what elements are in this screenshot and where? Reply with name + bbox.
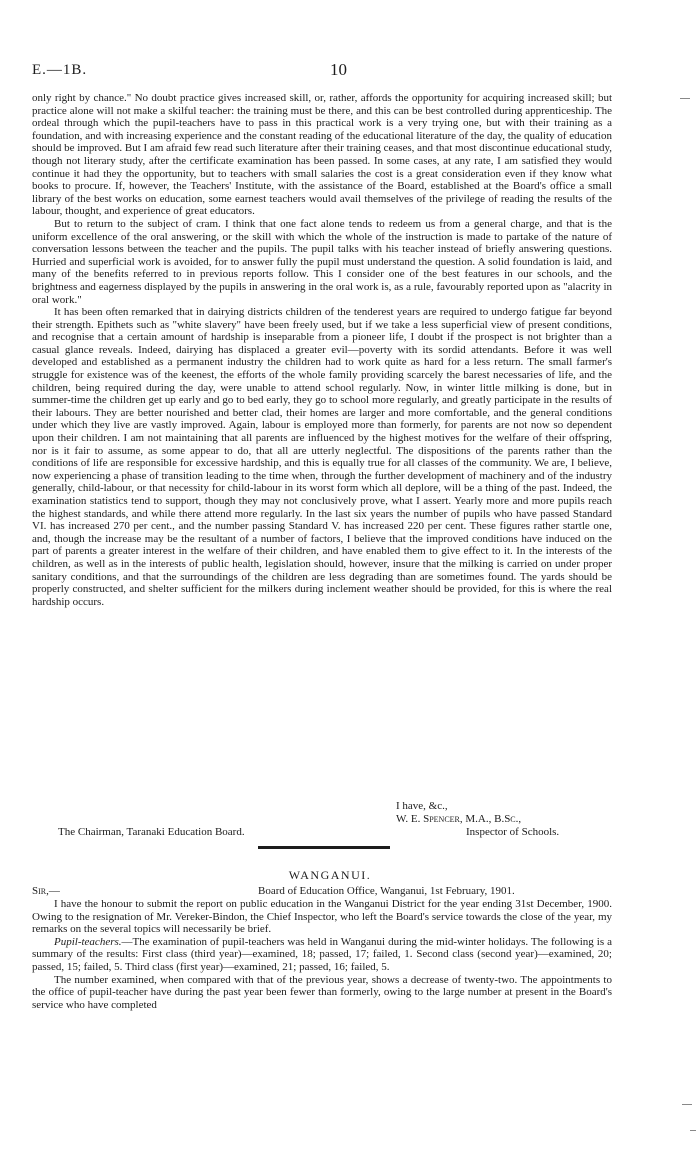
pupil-teachers-label: Pupil-teachers. <box>54 935 122 948</box>
section-heading: WANGANUI. <box>288 868 372 882</box>
document-reference: E.—1B. <box>32 62 88 78</box>
section-divider <box>258 846 390 849</box>
paragraph-1: only right by chance." No doubt practice gives increased skill, or, rather, affords the opportunity for acquiring increased skill; but practice alone will not make a skilful teacher: the training must be there, and this can be best controlled during apprenticeship. The ordeal through which the pupil-teachers have to pass in this practical work is a very trying one, but with their training as a foundation, and with increasing experience and the constant reading of the educational literature of the day, the quality of education should be improved. But I am afraid few read such literature after their training ceases, and that most discontinue educational study, though not literary study, after the certificate examination has been passed. In some cases, at any rate, I am satisfied they would continue it had they the opportunity, but to teachers with small salaries the cost is a great consideration even if they know what books to procure. If, however, the Teachers' Institute, with the assistance of the Board, established at the Board's office a small library of the best works on education, some earnest teachers would avail themselves of the privilege of reading the results of the labour, thought, and experience of great educators. <box>32 92 612 218</box>
signature-addressee: The Chairman, Taranaki Education Board. <box>58 826 245 838</box>
signature-closing: I have, &c., <box>396 800 448 812</box>
paragraph-2: But to return to the subject of cram. I think that one fact alone tends to redeem us from a general charge, and that is the uniform excellence of the oral answering, or the skill with which the whole of the instruction is made to partake of the nature of conversation lessons between the teacher and the pupils. The pupil talks with his teacher instead of briefly answering questions. Hurried and superficial work is avoided, for to answer fully the pupil must understand the question. A solid foundation is laid, and many of the benefits referred to in previous reports follow. This I consider one of the best features in our schools, and the brightness and eagerness displayed by the pupils in answering in the oral work is, as a rule, favourably reported upon as "alacrity in oral work." <box>32 217 612 306</box>
margin-mark <box>680 98 690 99</box>
pupil-teachers-paragraph <box>32 936 612 974</box>
margin-mark <box>682 1104 692 1105</box>
page-number: 10 <box>330 60 347 79</box>
salutation: Sir,— <box>32 885 60 897</box>
wanganui-report-body <box>32 898 612 1011</box>
pupil-teachers-text: —The examination of pupil-teachers was held in Wanganui during the mid-winter holidays. The following is a summary of the results: First class (third year)—examined, 18; passed, 17; failed, 1. Second class (second year)—examined, 20; passed, 15; failed, 5. Third class (first year)—examined, 21; passed, 16; failed, 5. <box>32 935 612 973</box>
signature-title: Inspector of Schools. <box>466 826 560 838</box>
margin-mark <box>690 1130 696 1131</box>
signature-name: W. E. Spencer, M.A., B.Sc., <box>396 813 522 825</box>
report-body <box>32 92 612 608</box>
wanganui-closing-paragraph: The number examined, when compared with that of the previous year, shows a decrease of twenty-two. The appointments to the office of pupil-teacher have during the past year been fewer than formerly, owing to the large number at present in the Board's service who have completed <box>32 973 612 1011</box>
wanganui-intro: I have the honour to submit the report on public education in the Wanganui District for the year ending 31st December, 1900. Owing to the resignation of Mr. Vereker-Bindon, the Chief Inspector, who left the Board's service towards the close of the year, my remarks on the several topics will necessarily be brief. <box>32 898 612 936</box>
office-date-line: Board of Education Office, Wanganui, 1st February, 1901. <box>258 885 515 897</box>
paragraph-3: It has been often remarked that in dairying districts children of the tenderest years are required to undergo fatigue far beyond their strength. Epithets such as "white slavery" have been freely used, but if we take a less superficial view of present conditions, and recognise that a certain amount of hardship is inseparable from a pioneer life, I doubt if the prospect is not brighter than a casual glance reveals. Indeed, dairying has displaced a greater evil—poverty with its sordid attendants. Before it was well developed and established as a permanent industry the children had to work quite as hard for a less return. The small farmer's struggle for existence was of the keenest, the efforts of the whole family providing scarcely the barest necessaries of life, and the children, being required during the day, were unable to attend school regularly. Now, in winter little milking is done, but in summer-time the children get up early and go to bed early, they go to school more regularly, and greatly participate in the results of their labours. They are better nourished and better clad, their homes are larger and more comfortable, and the general conditions under which they live are vastly improved. Again, labour is employed more than formerly, for parents are not now so dependent upon their children. I am not maintaining that all parents are influenced by the highest motives for the welfare of their offspring, nor is it fair to assume, as some appear to do, that all are utterly neglectful. The dispositions of the parents rather than the conditions of life are responsible for excessive hardship, and this is equally true for all classes of the community. We are, I believe, now experiencing a phase of transition leading to the time when, through the further development of machinery and of the industry generally, child-labour, or that necessity for child-labour in its worst form which all deplore, will be a thing of the past. Indeed, the examination statistics tend to support, though they may not conclusively prove, what I assert. Yearly more and more pupils reach the highest standards, and while there attend more regularly. In the last six years the number of pupils who have passed Standard VI. has increased 270 per cent., and the number passing Standard V. has increased 220 per cent. These figures rather startle one, and, though the increase may be the resultant of a number of factors, I believe that the improved conditions have induced on the part of parents a greater interest in the welfare of their children, and have enabled them to give effect to it. In the interests of the children, as well as in the interests of public health, legislation should, however, insure that the milking is carried on under proper sanitary conditions, and that the surroundings of the children are less degrading than are sometimes found. The yards should be properly constructed, and shelter sufficient for the milkers during inclement weather should be provided, for this is where the real hardship occurs. <box>32 306 612 608</box>
